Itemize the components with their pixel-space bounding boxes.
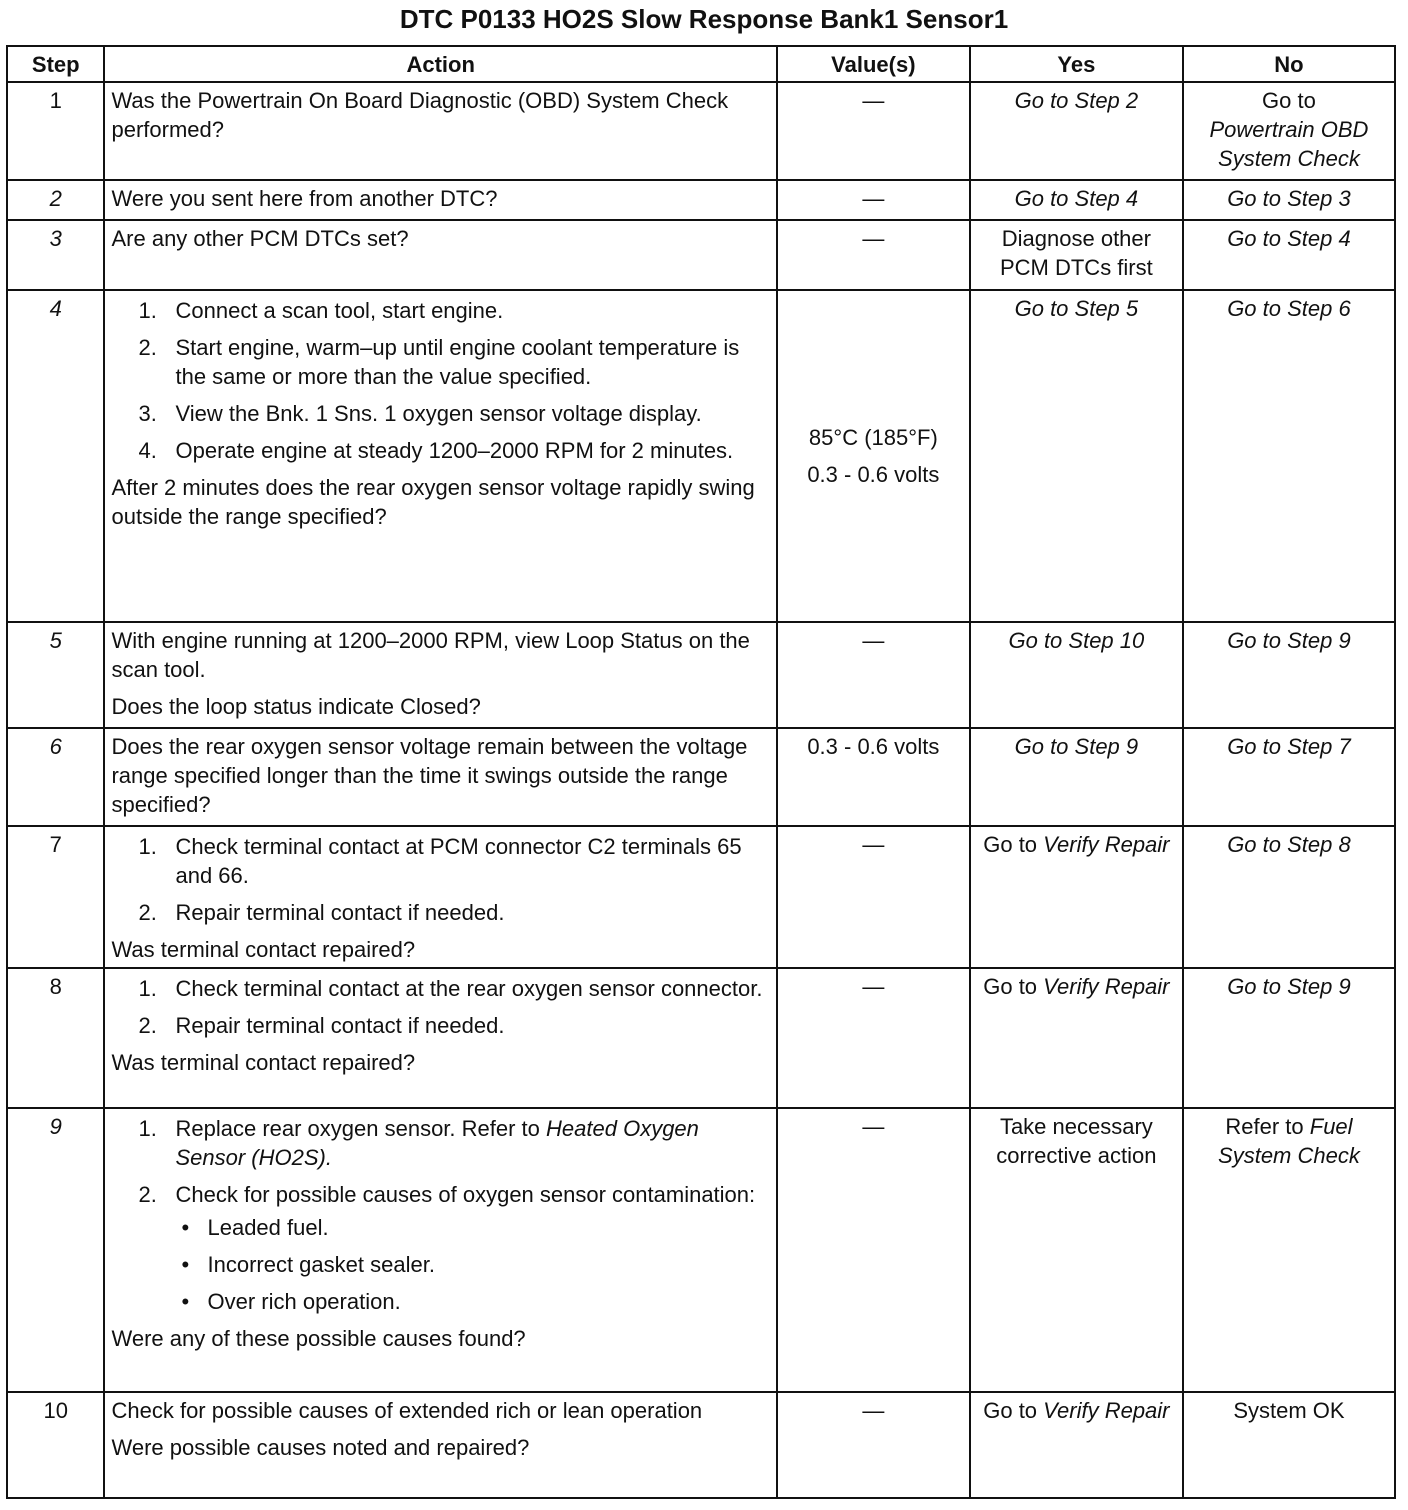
- no-cell: Go to Step 7: [1183, 728, 1395, 826]
- yes-cell: Go to Step 4: [970, 180, 1183, 220]
- item-text: Check terminal contact at PCM connector C2 terminals 65 and 66.: [175, 834, 742, 888]
- item-text: View the Bnk. 1 Sns. 1 oxygen sensor voltage display.: [175, 401, 702, 426]
- page-title: DTC P0133 HO2S Slow Response Bank1 Sensor1: [399, 4, 1009, 34]
- step-number: 6: [7, 728, 104, 826]
- item-number: 2.: [138, 1013, 157, 1038]
- header-yes: Yes: [970, 46, 1183, 82]
- action-steps: [111, 832, 769, 927]
- action-cell: [104, 1108, 776, 1392]
- yes-cell: Go to Step 2: [970, 82, 1183, 180]
- table-row: [7, 728, 1395, 826]
- table-header-row: [7, 46, 1395, 82]
- list-item: [111, 832, 769, 890]
- no-link: Powertrain OBD System Check: [1209, 117, 1369, 171]
- item-number: 3.: [138, 401, 157, 426]
- header-no: No: [1183, 46, 1395, 82]
- no-link: Fuel System Check: [1218, 1114, 1360, 1168]
- list-item: [111, 1011, 769, 1040]
- action-cell: [104, 220, 776, 290]
- list-item: [111, 898, 769, 927]
- table-row: [7, 1392, 1395, 1498]
- step-number: 8: [7, 968, 104, 1108]
- yes-link: Verify Repair: [1043, 1398, 1170, 1423]
- step-number: 5: [7, 622, 104, 728]
- value-cell: 0.3 - 0.6 volts: [777, 728, 970, 826]
- item-reference: Heated Oxygen Sensor (HO2S).: [175, 1116, 699, 1170]
- bullet-mark: •: [181, 1289, 190, 1314]
- yes-link: Verify Repair: [1043, 832, 1170, 857]
- list-item: [111, 436, 769, 465]
- step-number: 2: [7, 180, 104, 220]
- step-number: 9: [7, 1108, 104, 1392]
- item-number: 2.: [138, 900, 157, 925]
- value-cell: —: [777, 622, 970, 728]
- item-text: Check terminal contact at the rear oxygen sensor connector.: [175, 976, 763, 1001]
- no-prefix: Refer to: [1225, 1114, 1304, 1139]
- value-cell: —: [777, 826, 970, 968]
- yes-cell: [970, 826, 1183, 968]
- table-row: [7, 82, 1395, 180]
- step-number: 7: [7, 826, 104, 968]
- item-number: 4.: [138, 438, 157, 463]
- list-item: [111, 1114, 769, 1172]
- table-row: [7, 968, 1395, 1108]
- yes-link: Verify Repair: [1043, 974, 1170, 999]
- yes-cell: [970, 968, 1183, 1108]
- table-row: [7, 290, 1395, 622]
- cause-list: [111, 1213, 769, 1316]
- value-cell: [777, 290, 970, 622]
- diagnostic-table: [6, 45, 1396, 1499]
- bullet-mark: •: [181, 1215, 190, 1240]
- no-cell: Go to Step 8: [1183, 826, 1395, 968]
- action-cell: [104, 728, 776, 826]
- bullet-text: Leaded fuel.: [207, 1215, 329, 1240]
- item-number: 2.: [138, 1182, 157, 1207]
- item-number: 1.: [138, 834, 157, 859]
- table-row: [7, 1108, 1395, 1392]
- value-cell: —: [777, 180, 970, 220]
- action-question: Were any of these possible causes found?: [111, 1326, 526, 1351]
- list-item: [111, 1180, 769, 1209]
- yes-cell: Go to Step 10: [970, 622, 1183, 728]
- list-item: [111, 1287, 769, 1316]
- no-cell: [1183, 1108, 1395, 1392]
- table-row: [7, 826, 1395, 968]
- item-text: Start engine, warm–up until engine coolant temperature is the same or more than the value specified.: [175, 335, 740, 389]
- table-row: [7, 622, 1395, 728]
- yes-prefix: Go to: [983, 1398, 1038, 1423]
- list-item: [111, 1250, 769, 1279]
- item-text: Repair terminal contact if needed.: [175, 1013, 505, 1038]
- no-cell: Go to Step 4: [1183, 220, 1395, 290]
- step-number: 3: [7, 220, 104, 290]
- no-cell: Go to Step 6: [1183, 290, 1395, 622]
- action-steps: [111, 974, 769, 1040]
- list-item: [111, 1213, 769, 1242]
- step-number: 10: [7, 1392, 104, 1498]
- value-cell: —: [777, 1392, 970, 1498]
- action-steps: [111, 1114, 769, 1209]
- item-number: 1.: [138, 976, 157, 1001]
- action-cell: [104, 968, 776, 1108]
- action-question: Was the Powertrain On Board Diagnostic (OBD) System Check performed?: [111, 88, 729, 142]
- action-steps: [111, 296, 769, 465]
- yes-cell: Go to Step 9: [970, 728, 1183, 826]
- no-cell: Go to Step 3: [1183, 180, 1395, 220]
- action-question: Were you sent here from another DTC?: [111, 186, 498, 211]
- value-cell: —: [777, 82, 970, 180]
- action-text: With engine running at 1200–2000 RPM, view Loop Status on the scan tool.: [111, 628, 750, 682]
- header-action: Action: [104, 46, 776, 82]
- value-voltage: 0.3 - 0.6 volts: [807, 462, 940, 487]
- action-question: Was terminal contact repaired?: [111, 1050, 416, 1075]
- list-item: [111, 974, 769, 1003]
- item-number: 1.: [138, 298, 157, 323]
- value-temperature: 85°C (185°F): [808, 425, 938, 450]
- action-cell: [104, 180, 776, 220]
- yes-cell: Diagnose other PCM DTCs first: [970, 220, 1183, 290]
- list-item: [111, 296, 769, 325]
- item-text: Repair terminal contact if needed.: [175, 900, 505, 925]
- action-question: Were possible causes noted and repaired?: [111, 1435, 530, 1460]
- action-text: Check for possible causes of extended rich or lean operation: [111, 1398, 703, 1423]
- action-cell: [104, 82, 776, 180]
- no-prefix: Go to: [1262, 88, 1316, 113]
- no-cell: Go to Step 9: [1183, 622, 1395, 728]
- action-question: After 2 minutes does the rear oxygen sensor voltage rapidly swing outside the range specified?: [111, 475, 755, 529]
- action-cell: [104, 290, 776, 622]
- action-question: Was terminal contact repaired?: [111, 937, 416, 962]
- no-cell: [1183, 82, 1395, 180]
- table-row: [7, 180, 1395, 220]
- action-question: Does the rear oxygen sensor voltage remain between the voltage range specified longer than the time it swings outside the range specified?: [111, 734, 748, 817]
- value-cell: —: [777, 220, 970, 290]
- item-text: Check for possible causes of oxygen sensor contamination:: [175, 1182, 756, 1207]
- yes-cell: Take necessary corrective action: [970, 1108, 1183, 1392]
- no-cell: Go to Step 9: [1183, 968, 1395, 1108]
- item-text: Connect a scan tool, start engine.: [175, 298, 504, 323]
- value-cell: —: [777, 968, 970, 1108]
- item-number: 1.: [138, 1116, 157, 1141]
- step-number: 4: [7, 290, 104, 622]
- bullet-text: Over rich operation.: [207, 1289, 401, 1314]
- item-text: Replace rear oxygen sensor. Refer to: [175, 1116, 540, 1141]
- header-step: Step: [7, 46, 104, 82]
- action-question: Does the loop status indicate Closed?: [111, 694, 481, 719]
- action-question: Are any other PCM DTCs set?: [111, 226, 409, 251]
- yes-prefix: Go to: [983, 974, 1038, 999]
- item-text: Operate engine at steady 1200–2000 RPM for 2 minutes.: [175, 438, 734, 463]
- item-number: 2.: [138, 335, 157, 360]
- yes-cell: Go to Step 5: [970, 290, 1183, 622]
- list-item: [111, 399, 769, 428]
- table-row: [7, 220, 1395, 290]
- yes-prefix: Go to: [983, 832, 1038, 857]
- no-cell: System OK: [1183, 1392, 1395, 1498]
- step-number: 1: [7, 82, 104, 180]
- yes-cell: [970, 1392, 1183, 1498]
- list-item: [111, 333, 769, 391]
- action-cell: [104, 1392, 776, 1498]
- action-cell: [104, 622, 776, 728]
- value-cell: —: [777, 1108, 970, 1392]
- bullet-mark: •: [181, 1252, 190, 1277]
- action-cell: [104, 826, 776, 968]
- header-values: Value(s): [777, 46, 970, 82]
- bullet-text: Incorrect gasket sealer.: [207, 1252, 435, 1277]
